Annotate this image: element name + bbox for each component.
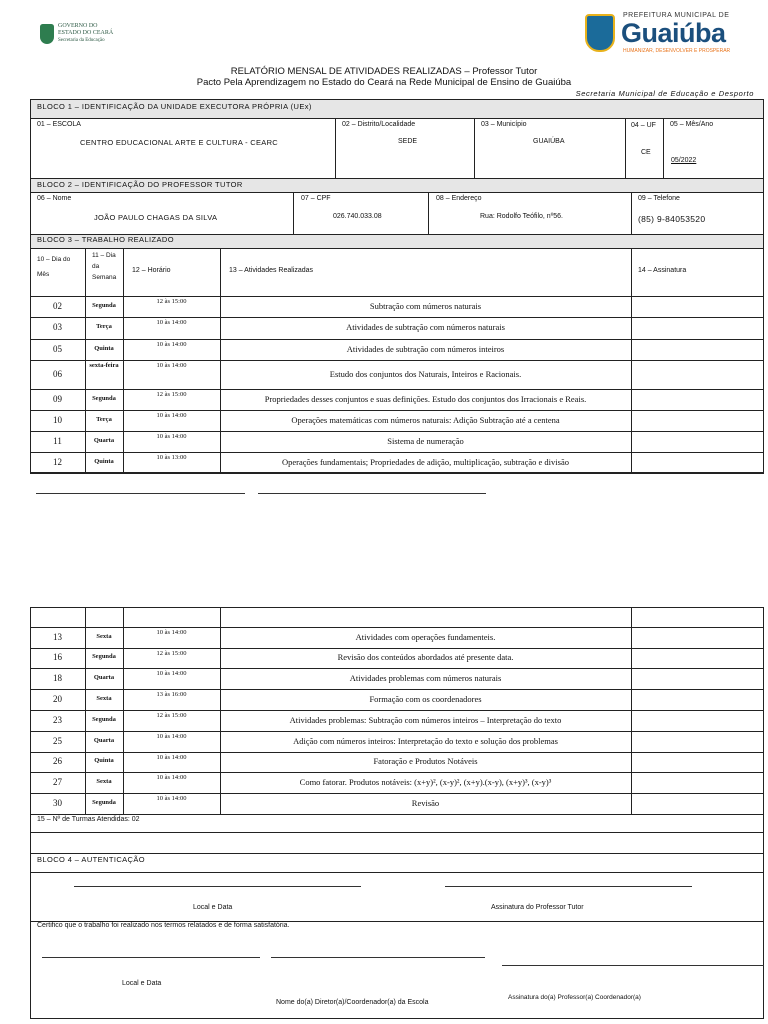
row-time: 12 às 15:00	[156, 712, 187, 719]
escola-value: CENTRO EDUCACIONAL ARTE E CULTURA - CEARC	[80, 138, 279, 147]
local-data2-line	[42, 957, 260, 958]
row-time: 10 às 14:00	[156, 341, 187, 348]
row-time: 10 às 13:00	[156, 454, 187, 461]
row-activity: Atividades de subtração com números naturais	[346, 322, 505, 332]
row-time: 12 às 15:00	[156, 391, 187, 398]
row-day: 27	[53, 777, 62, 787]
row-weekday: Terça	[96, 416, 112, 423]
row-day: 11	[53, 436, 62, 446]
row-day: 06	[53, 369, 62, 379]
turmas-atendidas: 15 – Nº de Turmas Atendidas: 02	[37, 816, 140, 823]
row-time: 13 às 16:00	[156, 691, 187, 698]
row-time: 10 às 14:00	[156, 733, 187, 740]
row-weekday: Segunda	[92, 799, 116, 806]
report-subtitle: Pacto Pela Aprendizagem no Estado do Ceará na Rede Municipal de Ensino de Guaiúba	[196, 77, 572, 88]
row-activity: Revisão dos conteúdos abordados até presente data.	[337, 652, 514, 662]
uf-value: CE	[641, 149, 651, 156]
row-time: 10 às 14:00	[156, 319, 187, 326]
row-weekday: Segunda	[92, 653, 116, 660]
row-activity: Subtração com números naturais	[369, 301, 482, 311]
col-assinatura-header: 14 – Assinatura	[638, 267, 687, 274]
coordinator-signature-line	[502, 965, 764, 966]
row-weekday: Terça	[96, 323, 112, 330]
row-weekday: Quarta	[93, 737, 115, 744]
row-activity: Atividades problemas com números naturais	[349, 673, 502, 683]
cpf-value: 026.740.033.08	[333, 213, 382, 220]
bloco3-title: BLOCO 3 – TRABALHO REALIZADO	[37, 235, 174, 244]
row-weekday: Sexta	[96, 778, 112, 785]
row-day: 20	[53, 694, 62, 704]
coordinator-signature-label: Assinatura do(a) Professor(a) Coordenador(a)	[508, 994, 641, 1001]
row-time: 12 às 15:00	[156, 650, 187, 657]
row-weekday: Quinta	[94, 345, 114, 352]
row-weekday: Sexta	[96, 695, 112, 702]
certification-text: Certifico que o trabalho foi realizado nos termos relatados e de forma satisfatória.	[37, 922, 290, 929]
row-time: 10 às 14:00	[156, 774, 187, 781]
row-weekday: Quinta	[94, 757, 114, 764]
distrito-value: SEDE	[398, 138, 418, 145]
row-weekday: Quinta	[94, 458, 114, 465]
director-name-line	[271, 957, 485, 958]
mes-value: 05/2022	[671, 157, 697, 164]
bloco1-title: BLOCO 1 – IDENTIFICAÇÃO DA UNIDADE EXECUTORA PRÓPRIA (UEx)	[37, 102, 312, 111]
row-activity: Propriedades desses conjuntos e suas definições. Estudo dos conjuntos dos Irracionais e Reais.	[264, 394, 587, 404]
row-weekday: Segunda	[92, 395, 116, 402]
professor-signature-label: Assinatura do Professor Tutor	[491, 904, 584, 911]
row-activity: Atividades de subtração com números inteiros	[346, 344, 505, 354]
col-horario-header: 12 – Horário	[132, 267, 171, 274]
endereco-label: 08 – Endereço	[436, 195, 482, 202]
row-activity: Sistema de numeração	[387, 436, 464, 446]
row-day: 03	[53, 322, 62, 332]
municipio-value: GUAIÚBA	[533, 138, 565, 145]
row-day: 25	[53, 736, 62, 746]
bloco4-title: BLOCO 4 – AUTENTICAÇÃO	[37, 855, 145, 864]
row-time: 10 às 14:00	[156, 629, 187, 636]
row-activity: Adição com números inteiros: Interpretação do texto e solução dos problemas	[293, 736, 558, 746]
row-day: 12	[53, 457, 62, 467]
row-time: 12 às 15:00	[156, 298, 187, 305]
endereco-value: Rua: Rodolfo Teófilo, nº56.	[480, 213, 563, 220]
row-weekday: Quarta	[93, 437, 115, 444]
state-seal-icon	[40, 24, 54, 44]
row-weekday: sexta-feira	[89, 362, 119, 369]
local-data2-label: Local e Data	[122, 980, 162, 987]
row-time: 10 às 14:00	[156, 795, 187, 802]
col-dia-header: 10 – Dia do Mês	[37, 256, 71, 278]
row-day: 02	[53, 301, 62, 311]
cpf-label: 07 – CPF	[301, 195, 331, 202]
row-activity: Como fatorar. Produtos notáveis: (x+y)², (x-y)², (x+y).(x-y), (x+y)³, (x-y)³	[299, 777, 552, 787]
secretaria-label: Secretaria Municipal de Educação e Desporto	[575, 89, 754, 98]
director-name-label: Nome do(a) Diretor(a)/Coordenador(a) da Escola	[276, 999, 429, 1006]
city-hall-logo: PREFEITURA MUNICIPAL DE Guaiúba HUMANIZAR, DESENVOLVER E PROSPERAR	[585, 12, 735, 56]
state-logo-text: GOVERNO DO ESTADO DO CEARÁ Secretaria da Educação	[58, 23, 114, 43]
row-day: 10	[53, 415, 62, 425]
row-time: 10 às 14:00	[156, 412, 187, 419]
row-time: 10 às 14:00	[156, 670, 187, 677]
row-time: 10 às 14:00	[156, 433, 187, 440]
telefone-label: 09 – Telefone	[638, 195, 680, 202]
col-atividades-header: 13 – Atividades Realizadas	[229, 267, 314, 274]
row-weekday: Segunda	[92, 716, 116, 723]
local-data-label: Local e Data	[193, 904, 233, 911]
row-activity: Revisão	[411, 798, 440, 808]
row-weekday: Segunda	[92, 302, 116, 309]
row-day: 26	[53, 756, 62, 766]
row-activity: Atividades problemas: Subtração com números inteiros – Interpretação do texto	[289, 715, 562, 725]
city-crest-icon	[585, 14, 615, 52]
escola-label: 01 – ESCOLA	[37, 121, 81, 128]
row-day: 05	[53, 344, 62, 354]
bloco2-title: BLOCO 2 – IDENTIFICAÇÃO DO PROFESSOR TUTOR	[37, 180, 243, 189]
row-time: 10 às 14:00	[156, 754, 187, 761]
mes-label: 05 – Mês/Ano	[670, 121, 714, 128]
row-activity: Operações fundamentais; Propriedades de adição, multiplicação, subtração e divisão	[281, 457, 569, 467]
professor-signature-line	[445, 886, 692, 887]
telefone-value: (85) 9-84053520	[638, 214, 706, 224]
row-activity: Formação com os coordenadores	[369, 694, 482, 704]
row-activity: Atividades com operações fundamenteis.	[355, 632, 496, 642]
col-semana-header: 11 – Dia da Semana	[92, 252, 117, 281]
row-time: 10 às 14:00	[156, 362, 187, 369]
state-government-logo	[40, 22, 120, 48]
municipio-label: 03 – Município	[481, 121, 527, 128]
row-day: 13	[53, 632, 62, 642]
row-activity: Fatoração e Produtos Notáveis	[373, 756, 478, 766]
report-title: RELATÓRIO MENSAL DE ATIVIDADES REALIZADAS – Professor Tutor	[230, 66, 538, 77]
uf-label: 04 – UF	[631, 122, 656, 129]
row-day: 09	[53, 394, 62, 404]
nome-label: 06 – Nome	[37, 195, 72, 202]
nome-value: JOÃO PAULO CHAGAS DA SILVA	[94, 213, 218, 222]
row-activity: Estudo dos conjuntos dos Naturais, Inteiros e Racionais.	[329, 369, 522, 379]
local-data-line	[74, 886, 361, 887]
row-activity: Operações matemáticas com números naturais: Adição Subtração até a centena	[291, 415, 560, 425]
row-day: 16	[53, 652, 62, 662]
row-day: 23	[53, 715, 62, 725]
row-day: 18	[53, 673, 62, 683]
row-weekday: Quarta	[93, 674, 115, 681]
distrito-label: 02 – Distrito/Localidade	[342, 121, 416, 128]
row-day: 30	[53, 798, 62, 808]
row-weekday: Sexta	[96, 633, 112, 640]
